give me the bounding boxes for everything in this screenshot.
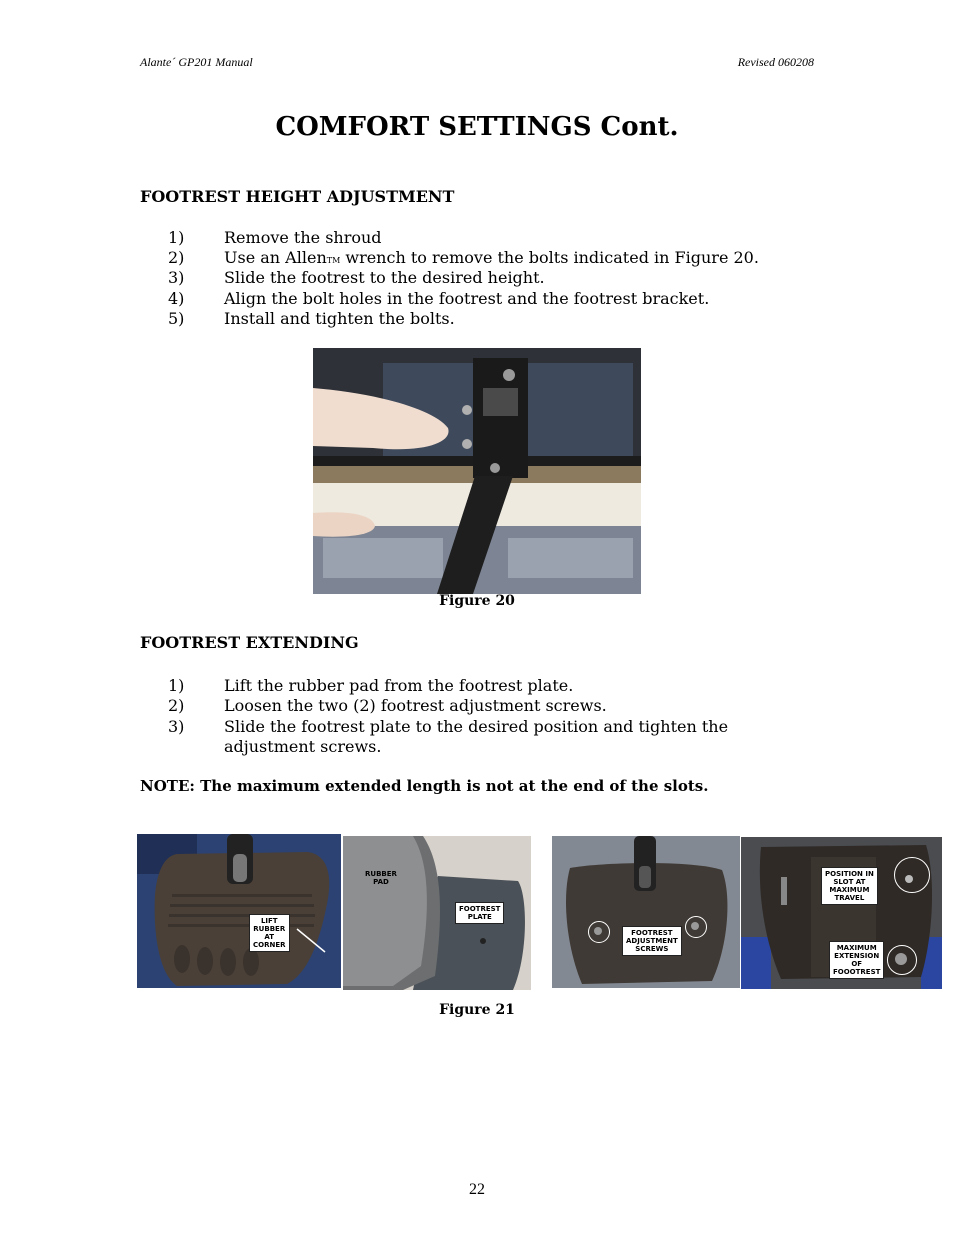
label-max-extension: MAXIMUM EXTENSION OF FOOOTREST <box>829 941 884 979</box>
section-heading-height: FOOTREST HEIGHT ADJUSTMENT <box>140 187 455 206</box>
header-left: Alante´ GP201 Manual <box>140 55 253 69</box>
figure-21-caption: Figure 21 <box>439 1002 515 1018</box>
extending-steps-list: 1) Lift the rubber pad from the footrest plate. 2) Loosen the two (2) footrest adjustment screws. 3) Slide the footrest plate to the desired position and tighten the adjustment screws. <box>168 676 729 756</box>
page-number: 22 <box>469 1181 485 1198</box>
ring-max-extension <box>887 945 917 975</box>
figure-20-photo <box>313 348 641 594</box>
header-right: Revised 060208 <box>737 55 814 69</box>
figure-20-caption: Figure 20 <box>439 593 515 609</box>
figure-21-photo-lift-rubber <box>137 834 341 988</box>
section-heading-extending: FOOTREST EXTENDING <box>140 633 359 652</box>
figure-21-photo-adjust-screws <box>552 836 740 988</box>
label-adjustment-screws: FOOTREST ADJUSTMENT SCREWS <box>622 926 682 956</box>
ring-left-screw <box>588 921 610 943</box>
ring-slot-position <box>894 857 930 893</box>
ring-right-screw <box>685 916 707 938</box>
page-title: COMFORT SETTINGS Cont. <box>275 112 679 142</box>
label-position-in-slot: POSITION IN SLOT AT MAXIMUM TRAVEL <box>821 867 878 905</box>
label-footrest-plate: FOOTREST PLATE <box>455 902 504 924</box>
figure-21-photo-rubber-pad <box>343 836 531 990</box>
figure-21-photo-max-extension <box>741 837 942 989</box>
label-rubber-pad: RUBBER PAD <box>365 870 397 886</box>
label-lift-rubber: LIFT RUBBER AT CORNER <box>249 914 290 952</box>
note-text: NOTE: The maximum extended length is not at the end of the slots. <box>140 777 709 795</box>
trademark-mark: TM <box>326 256 341 265</box>
height-steps-list: 1) Remove the shroud 2) Use an AllenTM wrench to remove the bolts indicated in Figure 20. 3) Slide the footrest to the desired height. 4) Align the bolt holes in the footrest and the footrest bracket. 5) Install and tighten the bolts. <box>168 228 759 328</box>
